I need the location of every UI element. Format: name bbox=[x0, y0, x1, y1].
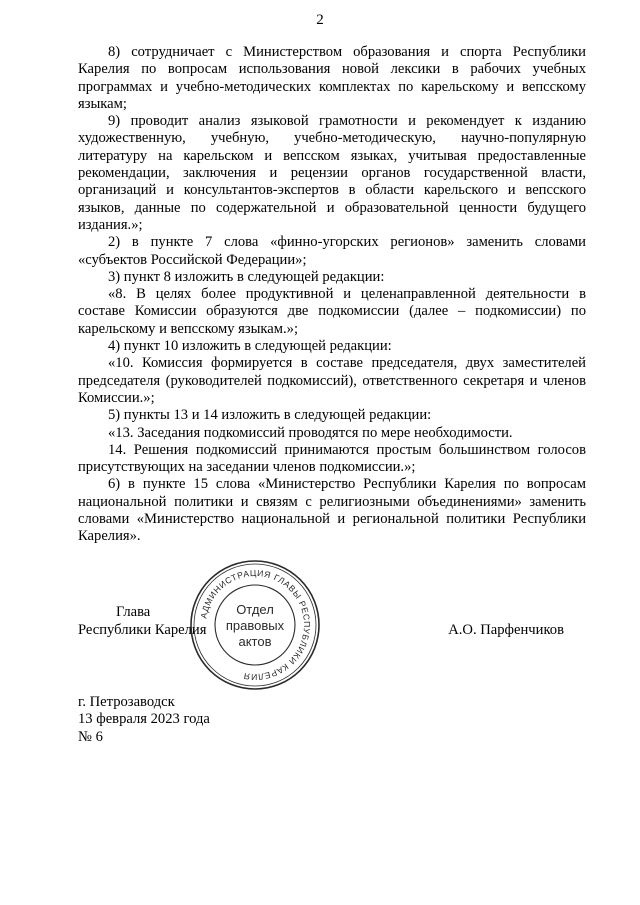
document-number: № 6 bbox=[78, 728, 103, 745]
signature-block bbox=[78, 604, 586, 644]
official-stamp bbox=[188, 558, 322, 692]
stamp-center-line-1: Отдел bbox=[236, 602, 274, 617]
stamp-ring-text: АДМИНИСТРАЦИЯ ГЛАВЫ РЕСПУБЛИКИ КАРЕЛИЯ bbox=[198, 567, 313, 683]
amendment-3-text: «8. В целях более продуктивной и целенаправленной деятельности в составе Комиссии образуются две подкомиссии (далее – подкомиссии) по карельскому и вепсскому языкам.»; bbox=[78, 286, 586, 337]
signatory-name: А.О. Парфенчиков bbox=[448, 622, 564, 638]
stamp-center-line-3: актов bbox=[238, 634, 272, 649]
document-body bbox=[78, 44, 586, 546]
issue-date: 13 февраля 2023 года bbox=[78, 711, 210, 728]
paragraph-9: 9) проводит анализ языковой грамотности и рекомендует к изданию художественную, учебную, учебно-методическую, научно-популярную литературу на карельском и вепсском языках, учитывая предоставленные рекомендации, заключения и рецензии органов государственной власти, организаций и консультантов-экспертов в области карельского и вепсского языков, данные по содержательной и образовательной ценности будущего издания.»; bbox=[78, 113, 586, 233]
amendment-4: 4) пункт 10 изложить в следующей редакции: bbox=[108, 338, 392, 355]
signatory-region: Республики Карелия bbox=[78, 622, 207, 638]
amendment-5-text-14: 14. Решения подкомиссий принимаются простым большинством голосов присутствующих на заседании членов подкомиссии.»; bbox=[78, 441, 586, 476]
amendment-6: 6) в пункте 15 слова «Министерство Республики Карелия по вопросам национальной политики и связям с религиозными объединениями» заменить словами «Министерство национальной и региональной политики Республики Карелия». bbox=[78, 476, 586, 545]
signatory-title: Глава bbox=[116, 604, 151, 620]
amendment-4-text: «10. Комиссия формируется в составе председателя, двух заместителей председателя (руководителей подкомиссий), ответственного секретаря и членов Комиссии.»; bbox=[78, 355, 586, 406]
stamp-center-line-2: правовых bbox=[225, 618, 285, 633]
amendment-2: 2) в пункте 7 слова «финно-угорских регионов» заменить словами «субъектов Российской Федерации»; bbox=[78, 234, 586, 268]
amendment-5: 5) пункты 13 и 14 изложить в следующей редакции: bbox=[108, 407, 432, 424]
amendment-5-text-13: «13. Заседания подкомиссий проводятся по мере необходимости. bbox=[108, 424, 513, 441]
document-footer bbox=[78, 694, 210, 746]
paragraph-8: 8) сотрудничает с Министерством образования и спорта Республики Карелия по вопросам использования новой лексики в рабочих учебных программах и учебно-методических комплектах по карельскому и вепсскому языкам; bbox=[78, 44, 586, 112]
page-number: 2 bbox=[316, 12, 324, 28]
amendment-3: 3) пункт 8 изложить в следующей редакции: bbox=[108, 268, 385, 285]
issue-city: г. Петрозаводск bbox=[78, 694, 175, 710]
